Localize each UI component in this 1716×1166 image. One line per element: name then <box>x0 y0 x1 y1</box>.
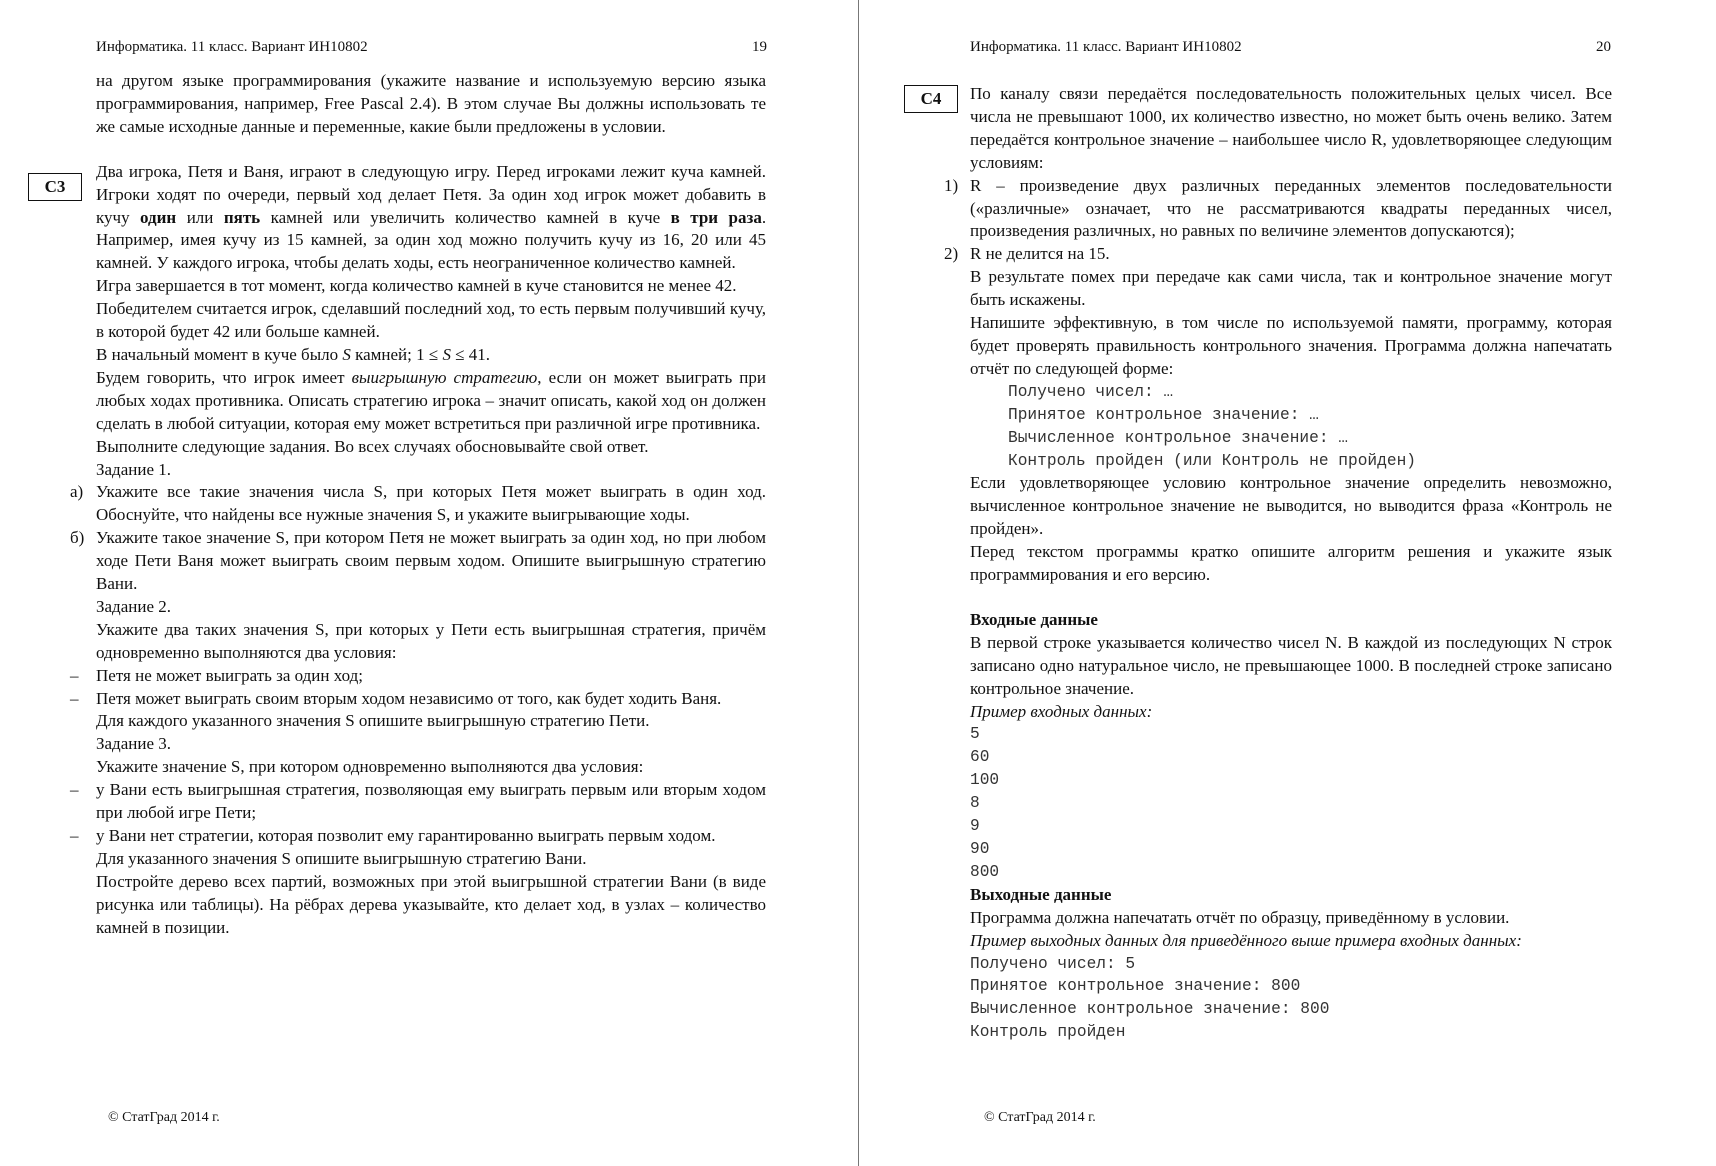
strategy-paragraph: Будем говорить, что игрок имеет выигрышную стратегию, если он может выиграть при любых ходах противника. Описать стратегию игрока – значит описать, какой ход он должен сделать в любой ситуации, которая ему может встретиться при различной игре противника. <box>96 367 766 433</box>
program-paragraph: Напишите эффективную, в том числе по используемой памяти, программу, которая будет проверять правильность контрольного значения. Программа должна напечатать отчёт по следующей форме: <box>970 313 1612 378</box>
task-tag-c3: C3 <box>28 173 82 201</box>
task-c4-paragraph: По каналу связи передаётся последовательность положительных целых чисел. Все числа не превышают 1000, их количество известно, но может быть очень велико. Затем передаётся контрольное значение – наибольшее число R, удовлетворяющее следующим условиям: <box>970 84 1612 172</box>
page-footer: © СтатГрад 2014 г. <box>984 1110 1096 1125</box>
task-2-item-2: – Петя может выиграть своим вторым ходом независимо от того, как будет ходить Ваня. <box>70 688 722 708</box>
input-example-line: 90 <box>970 840 990 858</box>
page-divider <box>858 0 859 1166</box>
fail-paragraph: Если удовлетворяющее условию контрольное значение определить невозможно, вычисленное контрольное значение не выводится, но выводится фраза «Контроль не пройден». <box>970 473 1612 539</box>
form-line-4: Контроль пройден (или Контроль не пройден) <box>1008 451 1416 470</box>
task-3-item-2: – у Вани нет стратегии, которая позволит ему гарантированно выиграть первым ходом. <box>70 826 716 845</box>
input-example-label: Пример входных данных: <box>970 701 1153 721</box>
input-example-line: 60 <box>970 748 990 767</box>
task-1-title: Задание 1. <box>96 459 171 479</box>
left-column <box>70 70 767 940</box>
page-number: 19 <box>752 39 767 55</box>
page-number: 20 <box>1596 39 1611 55</box>
input-example-line: 9 <box>970 817 980 836</box>
form-line-1: Получено чисел: … <box>1008 382 1174 401</box>
page-header: Информатика. 11 класс. Вариант ИН10802 <box>970 39 1242 55</box>
task-1a: а) Укажите все такие значения числа S, при которых Петя может выиграть в один ход. Обоснуйте, что найдены все нужные значения S, и укажите выигрывающие ходы. <box>70 482 766 525</box>
winner-paragraph: Победителем считается игрок, сделавший последний ход, то есть первым получивший кучу, в которой будет 42 или больше камней. <box>96 299 766 342</box>
condition-1: 1) R – произведение двух различных переданных элементов последовательности («различные» означает, что не рассматриваются квадраты переданных чисел, произведения различных, но равных по величине элементов допускаются); <box>944 175 1612 241</box>
input-example-line: 100 <box>970 771 1000 790</box>
output-text: Программа должна напечатать отчёт по образцу, приведённому в условии. <box>970 907 1510 927</box>
output-example-line: Получено чисел: 5 <box>970 954 1136 973</box>
form-line-3: Вычисленное контрольное значение: … <box>1008 428 1348 447</box>
task-2-end: Для каждого указанного значения S опишите выигрышную стратегию Пети. <box>96 711 650 731</box>
initial-state-paragraph: В начальный момент в куче было S камней; 1 ≤ S ≤ 41. <box>96 344 491 364</box>
algorithm-paragraph: Перед текстом программы кратко опишите алгоритм решения и укажите язык программирования и его версию. <box>970 542 1612 585</box>
form-line-2: Принятое контрольное значение: … <box>1008 405 1319 424</box>
input-example-line: 5 <box>970 725 980 744</box>
task-3-tree: Постройте дерево всех партий, возможных при этой выигрышной стратегии Вани (в виде рисунка или таблицы). На рёбрах дерева указывайте, кто делает ход, в узлах – количество камней в позиции. <box>96 871 766 937</box>
output-example-label: Пример выходных данных для приведённого выше примера входных данных: <box>970 930 1522 950</box>
task-1b: б) Укажите такое значение S, при котором Петя не может выиграть за один ход, но при любом ходе Пети Ваня может выиграть своим первым ходом. Опишите выигрышную стратегию Вани. <box>70 528 766 594</box>
page-footer: © СтатГрад 2014 г. <box>108 1110 220 1125</box>
task-3-end: Для указанного значения S опишите выигрышную стратегию Вани. <box>96 848 587 868</box>
task-3-title: Задание 3. <box>96 734 171 754</box>
input-title: Входные данные <box>970 609 1098 629</box>
output-title: Выходные данные <box>970 884 1112 904</box>
intro-paragraph: на другом языке программирования (укажите название и используемую версию языка программирования, например, Free Pascal 2.4). В этом случае Вы должны использовать те же самые исходные данные и переменные, какие были предложены в условии. <box>96 71 766 136</box>
task-tag-c4: C4 <box>904 85 958 113</box>
condition-2: 2) R не делится на 15. <box>944 244 1110 264</box>
game-rules-paragraph: Два игрока, Петя и Ваня, играют в следующую игру. Перед игроками лежит куча камней. Игроки ходят по очереди, первый ход делает Петя. За один ход игрок может добавить в кучу один или пять камней или увеличить количество камней в куче в три раза. Например, имея кучу из 15 камней, за один ход можно получить кучу из 16, 20 или 45 камней. У каждого игрока, чтобы делать ходы, есть неограниченное количество камней. <box>96 161 767 273</box>
instructions-paragraph: Выполните следующие задания. Во всех случаях обосновывайте свой ответ. <box>96 436 649 456</box>
game-end-paragraph: Игра завершается в тот момент, когда количество камней в куче становится не менее 42. <box>96 276 737 296</box>
output-example-line: Вычисленное контрольное значение: 800 <box>970 1000 1330 1019</box>
input-text: В первой строке указывается количество чисел N. В каждой из последующих N строк записано одно натуральное число, не превышающее 1000. В последней строке записано контрольное значение. <box>970 632 1612 698</box>
right-page <box>860 0 1716 1166</box>
task-3-item-1: – у Вани есть выигрышная стратегия, позволяющая ему выиграть первым или вторым ходом при любой игре Пети; <box>70 780 766 823</box>
input-example-line: 8 <box>970 794 980 813</box>
input-example-line: 800 <box>970 862 1000 881</box>
task-3-text: Укажите значение S, при котором одновременно выполняются два условия: <box>96 757 644 777</box>
output-example-line: Контроль пройден <box>970 1023 1126 1042</box>
output-example-line: Принятое контрольное значение: 800 <box>970 977 1301 996</box>
task-2-item-1: – Петя не может выиграть за один ход; <box>70 665 363 685</box>
noise-paragraph: В результате помех при передаче как сами числа, так и контрольное значение могут быть искажены. <box>970 267 1612 310</box>
page-header: Информатика. 11 класс. Вариант ИН10802 <box>96 39 368 55</box>
task-2-text: Укажите два таких значения S, при которых у Пети есть выигрышная стратегия, причём одновременно выполняются два условия: <box>96 619 766 662</box>
task-2-title: Задание 2. <box>96 596 171 616</box>
right-column <box>944 83 1612 1044</box>
